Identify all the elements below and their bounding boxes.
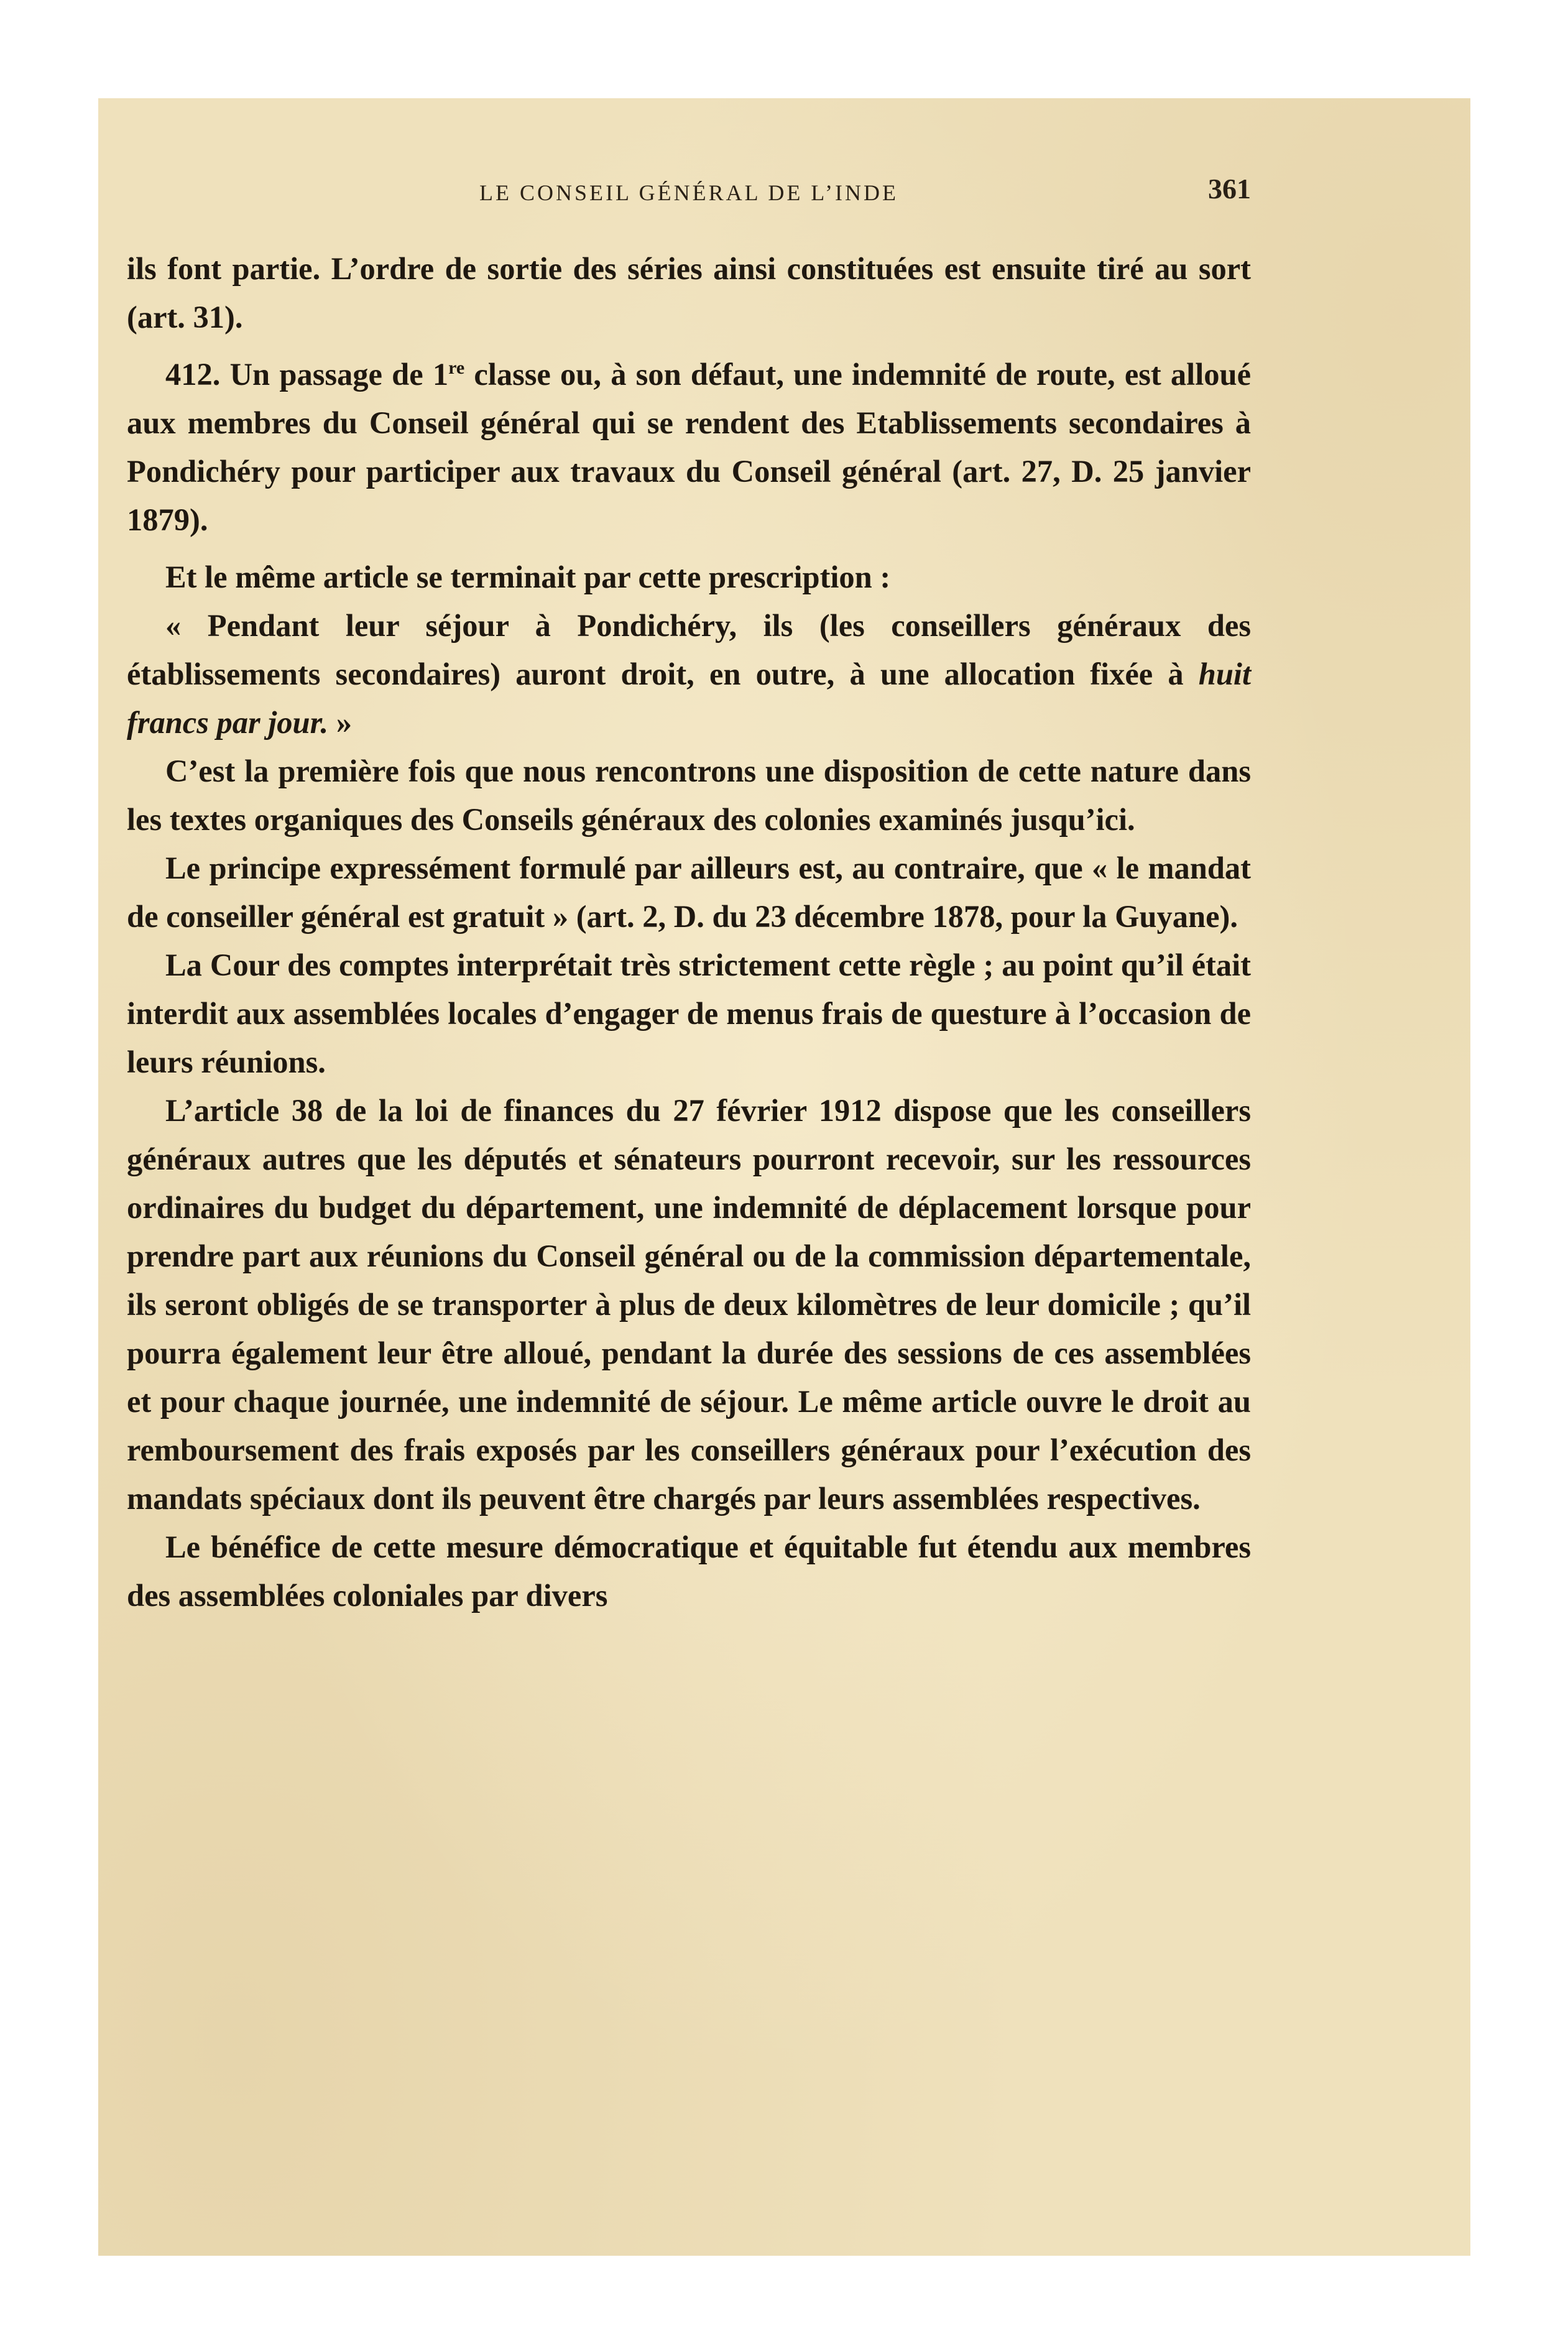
paragraph-4-quote <box>127 601 1251 747</box>
quote-italic: huit francs par jour. <box>127 657 1251 740</box>
paragraph-2 <box>127 350 1251 544</box>
running-head: LE CONSEIL GÉNÉRAL DE L’INDE <box>479 180 898 205</box>
paragraph-2-rest: classe ou, à son défaut, une indemnité de route, est alloué aux membres du Conseil général qui se rendent des Etablissements secondaires à Pondichéry pour participer aux travaux du Conseil général (art. 27, D. 25 janvier 1879). <box>127 357 1251 537</box>
paragraph-1: ils font partie. L’ordre de sortie des séries ainsi constituées est ensuite tiré au sort (art. 31). <box>127 251 1251 335</box>
paragraph-6: Le principe expressément formulé par ailleurs est, au contraire, que « le mandat de conseiller général est gratuit » (art. 2, D. du 23 décembre 1878, pour la Guyane). <box>127 851 1251 934</box>
quote-end: » <box>328 705 353 740</box>
paragraph-8: L’article 38 de la loi de finances du 27 février 1912 dispose que les conseillers généraux autres que les députés et sénateurs pourront recevoir, sur les ressources ordinaires du budget du département, une indemnité de déplacement lorsque pour prendre part aux réunions du Conseil général ou de la commission départementale, ils seront obligés de se transporter à plus de deux kilomètres de leur domicile ; qu’il pourra également leur être alloué, pendant la durée des sessions de ces assemblées et pour chaque journée, une indemnité de séjour. Le même article ouvre le droit au remboursement des frais exposés par les conseillers généraux pour l’exécution des mandats spéciaux dont ils peuvent être chargés par leurs assemblées respectives. <box>127 1093 1251 1516</box>
page-header <box>127 172 1251 222</box>
page-number: 361 <box>1208 173 1251 205</box>
paragraph-5: C’est la première fois que nous rencontrons une disposition de cette nature dans les textes organiques des Conseils généraux des colonies examinés jusqu’ici. <box>127 754 1251 837</box>
paragraph-7: La Cour des comptes interprétait très strictement cette règle ; au point qu’il était interdit aux assemblées locales d’engager de menus frais de questure à l’occasion de leurs réunions. <box>127 948 1251 1079</box>
body-text <box>127 244 1251 1620</box>
paragraph-2-start: 412. Un passage de 1 <box>165 357 449 392</box>
paragraph-9: Le bénéfice de cette mesure démocratique et équitable fut étendu aux membres des assemblées coloniales par divers <box>127 1530 1251 1613</box>
paragraph-3: Et le même article se terminait par cette prescription : <box>165 560 891 594</box>
ordinal-superscript: re <box>448 358 465 378</box>
quote-start: « Pendant leur séjour à Pondichéry, ils (les conseillers généraux des établissements secondaires) auront droit, en outre, à une allocation fixée à <box>127 608 1251 691</box>
